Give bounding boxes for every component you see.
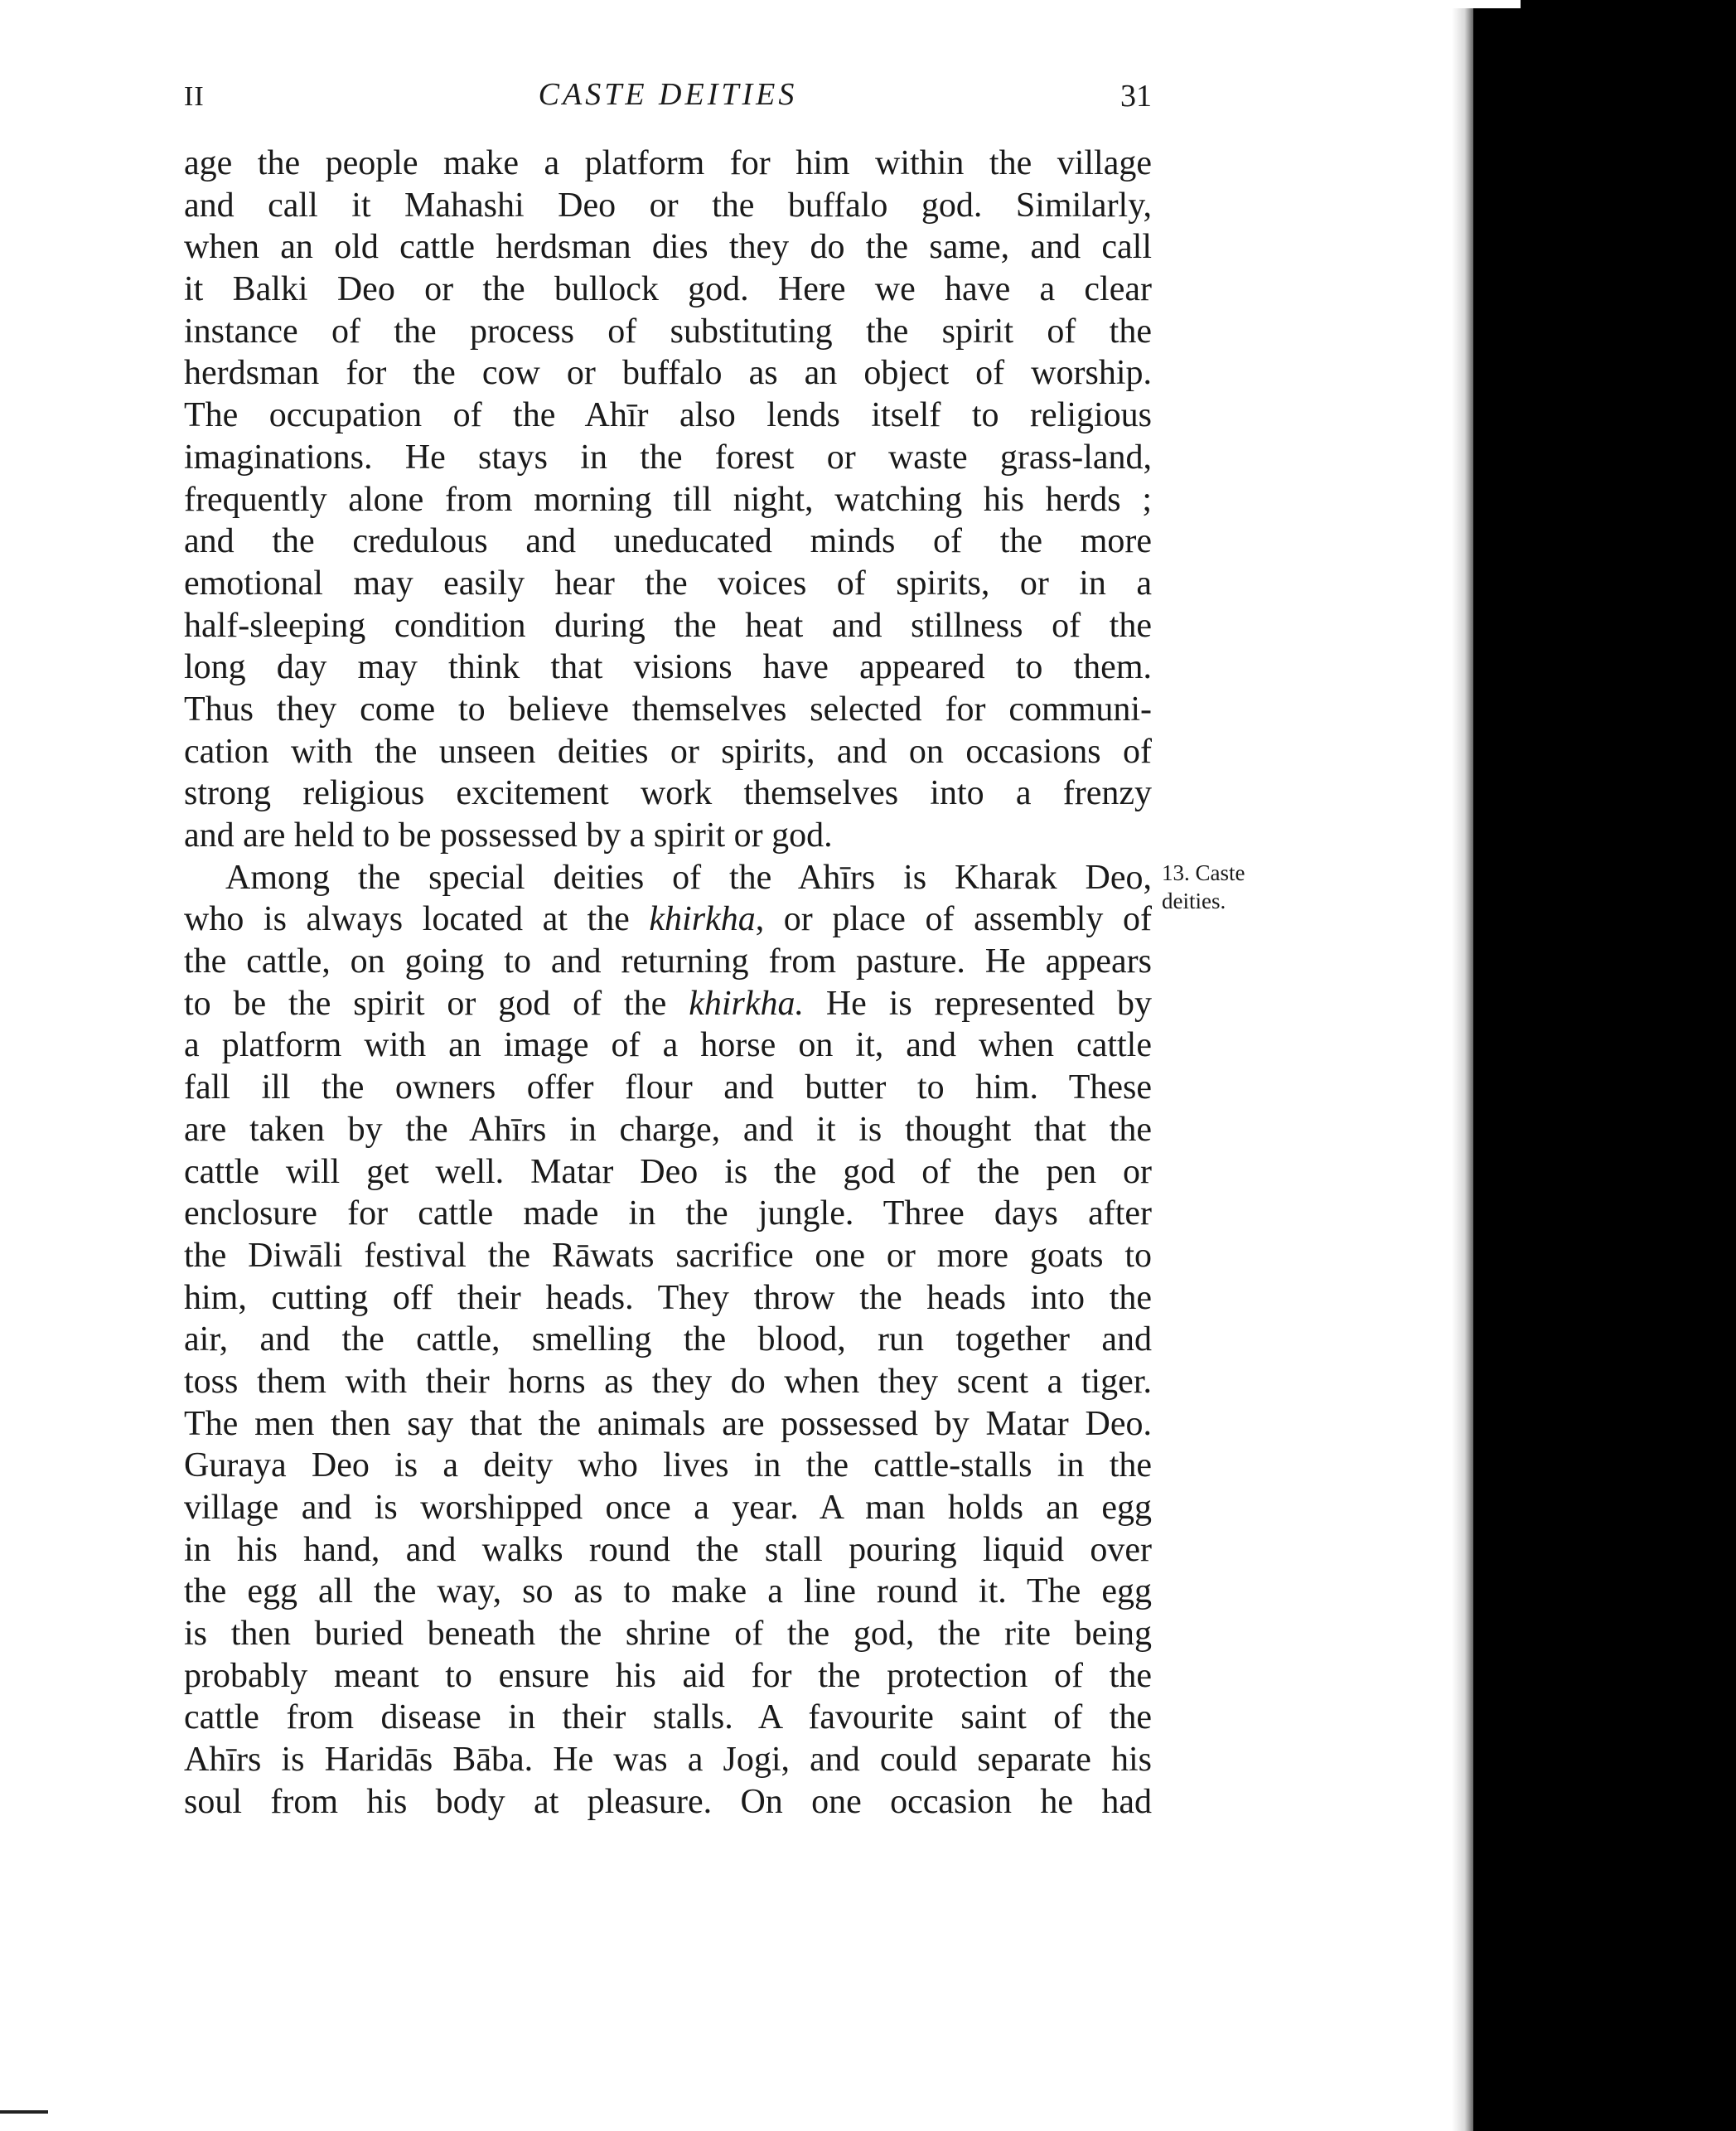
text-line: strong religious excitement work themselves into a frenzy <box>184 774 1152 813</box>
text-line: village and is worshipped once a year. A man holds an egg <box>184 1489 1152 1527</box>
text-run: to be the spirit or god of the <box>184 984 689 1023</box>
text-line: air, and the cattle, smelling the blood, run together and <box>184 1320 1152 1359</box>
text-line: the egg all the way, so as to make a line round it. The egg <box>184 1572 1152 1611</box>
text-line: toss them with their horns as they do when they scent a tiger. <box>184 1362 1152 1401</box>
scan-corner-mark <box>0 2110 48 2114</box>
text-line: a platform with an image of a horse on it, and when cattle <box>184 1026 1152 1065</box>
text-line: The men then say that the animals are possessed by Matar Deo. <box>184 1404 1152 1443</box>
margin-note-line: 13. Caste <box>1162 860 1245 885</box>
text-line: probably meant to ensure his aid for the protection of the <box>184 1656 1152 1695</box>
text-line <box>184 983 1152 1025</box>
text-line: cattle from disease in their stalls. A favourite saint of the <box>184 1698 1152 1737</box>
text-line: emotional may easily hear the voices of spirits, or in a <box>184 564 1152 603</box>
body-text <box>184 143 1152 1823</box>
text-line: imaginations. He stays in the forest or waste grass-land, <box>184 438 1152 477</box>
text-line: age the people make a platform for him within the village <box>184 144 1152 182</box>
page-title: CASTE DEITIES <box>538 77 798 112</box>
text-line: The occupation of the Ahīr also lends itself to religious <box>184 396 1152 435</box>
scan-edge <box>1473 8 1736 2131</box>
chapter-number: II <box>184 81 205 112</box>
text-line: cattle will get well. Matar Deo is the god of the pen or <box>184 1152 1152 1191</box>
text-line: and are held to be possessed by a spirit or god. <box>184 816 833 855</box>
margin-note <box>1162 859 1294 915</box>
text-line: in his hand, and walks round the stall pouring liquid over <box>184 1530 1152 1569</box>
text-run: , or place of assembly of <box>755 900 1152 939</box>
text-line: soul from his body at pleasure. On one occasion he had <box>184 1782 1152 1821</box>
text-line: enclosure for cattle made in the jungle. Three days after <box>184 1194 1152 1233</box>
italic-term: khirkha. <box>689 984 804 1023</box>
text-line: long day may think that visions have appeared to them. <box>184 648 1152 687</box>
text-line: cation with the unseen deities or spirits, and on occasions of <box>184 732 1152 771</box>
scan-edge-shadow <box>1452 8 1473 2131</box>
running-head <box>184 73 1152 119</box>
text-line: Thus they come to believe themselves selected for communi- <box>184 690 1152 729</box>
text-line: and call it Mahashi Deo or the buffalo god. Similarly, <box>184 186 1152 225</box>
text-line <box>184 898 1152 941</box>
italic-term: khirkha <box>649 900 756 939</box>
text-line: are taken by the Ahīrs in charge, and it is thought that the <box>184 1110 1152 1149</box>
page-number: 31 <box>1120 79 1152 114</box>
text-line: it Balki Deo or the bullock god. Here we have a clear <box>184 270 1152 309</box>
text-line: Ahīrs is Haridās Bāba. He was a Jogi, and could separate his <box>184 1741 1152 1780</box>
text-run: who is always located at the <box>184 900 650 939</box>
text-line: Guraya Deo is a deity who lives in the cattle-stalls in the <box>184 1446 1152 1485</box>
margin-note-line: deities. <box>1162 889 1226 913</box>
text-run: He is represented by <box>803 984 1152 1023</box>
text-line: frequently alone from morning till night, watching his herds ; <box>184 480 1152 519</box>
text-line: and the credulous and uneducated minds of the more <box>184 522 1152 561</box>
text-line: when an old cattle herdsman dies they do the same, and call <box>184 228 1152 267</box>
text-line: is then buried beneath the shrine of the god, the rite being <box>184 1615 1152 1654</box>
text-line: instance of the process of substituting the spirit of the <box>184 312 1152 351</box>
text-line: half-sleeping condition during the heat and stillness of the <box>184 606 1152 645</box>
text-line: herdsman for the cow or buffalo as an object of worship. <box>184 354 1152 393</box>
text-line: him, cutting off their heads. They throw the heads into the <box>184 1278 1152 1317</box>
text-line: Among the special deities of the Ahīrs is Kharak Deo, <box>225 858 1152 897</box>
text-line: the cattle, on going to and returning from pasture. He appears <box>184 942 1152 981</box>
text-line: the Diwāli festival the Rāwats sacrifice one or more goats to <box>184 1236 1152 1275</box>
text-line: fall ill the owners offer flour and butter to him. These <box>184 1068 1152 1107</box>
